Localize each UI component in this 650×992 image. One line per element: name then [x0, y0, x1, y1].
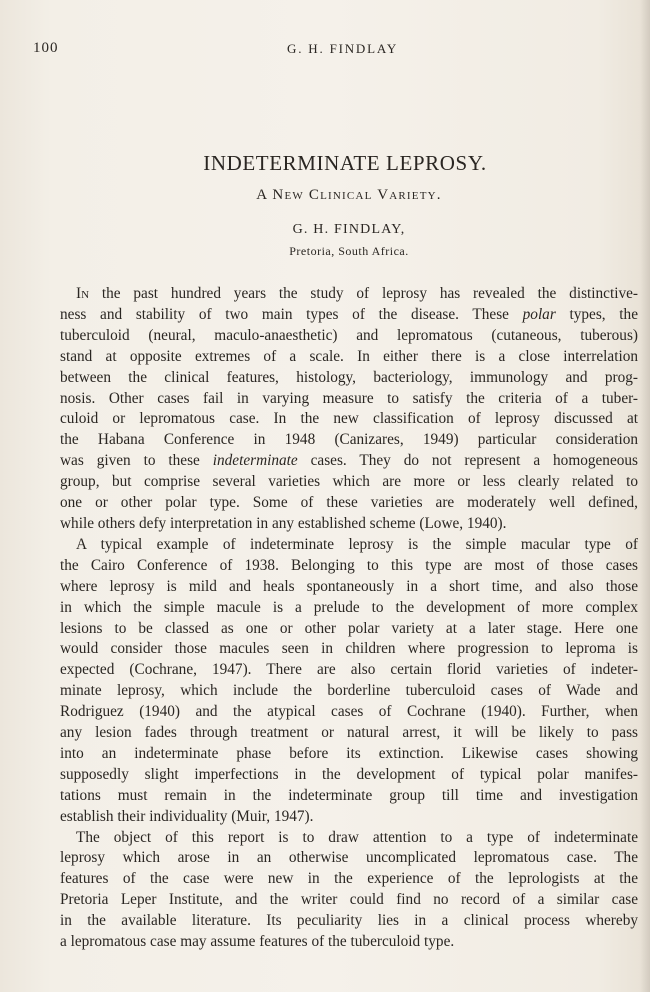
text-segment: ness and stability of two main types of the disease. These — [60, 305, 523, 323]
article-subtitle: A New Clinical Variety. — [256, 187, 442, 203]
text-segment: the past hundred years the study of leprosy has revealed the distinctive- — [89, 285, 638, 302]
text-segment: Rodriguez (1940) and the atypical cases of Cochrane (1940). Further, when — [60, 703, 638, 721]
text-segment: group, but comprise several varieties which are more or less clearly related to — [60, 473, 638, 491]
page-number: 100 — [33, 40, 59, 56]
text-segment: in which the simple macule is a prelude to the development of more complex — [60, 598, 638, 616]
text-segment: tations must remain in the indeterminate group till time and investigation — [60, 786, 638, 804]
text-line — [60, 828, 638, 849]
text-segment: the Habana Conference in 1948 (Canizares, 1949) particular consideration — [60, 431, 638, 449]
text-segment: culoid or lepromatous case. In the new classification of leprosy discussed at — [60, 410, 638, 428]
text-line — [60, 347, 638, 368]
text-line — [60, 660, 638, 681]
text-line — [60, 284, 638, 305]
text-line — [60, 639, 638, 660]
text-line — [60, 409, 638, 430]
text-segment: types, the — [555, 305, 638, 323]
text-line — [60, 932, 638, 953]
text-segment: features of the case were new in the experience of the leprologists at the — [60, 870, 638, 888]
text-segment: where leprosy is mild and heals spontaneously in a short time, and also those — [60, 577, 638, 595]
text-segment: Pretoria Leper Institute, and the writer could find no record of a similar case — [60, 891, 638, 909]
text-line — [60, 911, 638, 932]
text-segment: cases. They do not represent a homogeneous — [297, 452, 638, 470]
text-segment: A typical example of indeterminate leprosy is the simple macular type of — [76, 535, 638, 553]
page-edge-shadow — [640, 0, 650, 992]
text-line — [60, 848, 638, 869]
text-line — [60, 326, 638, 347]
text-line — [60, 389, 638, 410]
article-title: INDETERMINATE LEPROSY. — [203, 151, 487, 175]
text-segment: expected (Cochrane, 1947). There are also certain florid varieties of indeter- — [60, 661, 638, 679]
running-title: G. H. FINDLAY — [287, 41, 399, 56]
text-line — [60, 681, 638, 702]
text-segment: supposedly slight imperfections in the development of typical polar manifes- — [60, 765, 638, 783]
italic-term: indeterminate — [212, 452, 298, 470]
text-segment: the Cairo Conference of 1938. Belonging to this type are most of those cases — [60, 556, 638, 574]
text-segment: leprosy which arose in an otherwise uncomplicated lepromatous case. The — [60, 849, 638, 867]
text-segment: nosis. Other cases fail in varying measure to satisfy the criteria of a tuber- — [60, 389, 638, 407]
text-segment: any lesion fades through treatment or natural arrest, it will be likely to pass — [60, 724, 638, 742]
text-line — [60, 744, 638, 765]
text-line — [60, 535, 638, 556]
text-segment: lesions to be classed as one or other polar variety at a later stage. Here one — [60, 619, 638, 637]
text-line — [60, 619, 638, 640]
text-line — [60, 723, 638, 744]
text-line — [60, 577, 638, 598]
article-body — [60, 284, 638, 953]
text-line — [60, 556, 638, 577]
text-segment: a lepromatous case may assume features of the tuberculoid type. — [60, 933, 455, 951]
text-segment: while others defy interpretation in any established scheme (Lowe, 1940). — [60, 514, 507, 532]
text-segment: In — [76, 285, 90, 302]
text-line — [60, 702, 638, 723]
text-segment: tuberculoid (neural, maculo-anaesthetic) and lepromatous (cutaneous, tuberous) — [60, 326, 638, 344]
text-line — [60, 765, 638, 786]
author-affiliation: Pretoria, South Africa. — [289, 244, 409, 258]
text-segment: was given to these — [60, 452, 213, 470]
text-segment: between the clinical features, histology, bacteriology, immunology and prog- — [60, 368, 638, 386]
italic-term: polar — [522, 305, 556, 323]
text-segment: into an indeterminate phase before its extinction. Likewise cases showing — [60, 744, 638, 762]
text-segment: The object of this report is to draw attention to a type of indeterminate — [76, 828, 638, 846]
text-segment: in the available literature. Its peculiarity lies in a clinical process whereby — [60, 912, 638, 930]
text-segment: stand at opposite extremes of a scale. In either there is a close interrelation — [60, 347, 638, 365]
text-line — [60, 493, 638, 514]
text-segment: minate leprosy, which include the borderline tuberculoid cases of Wade and — [60, 682, 638, 700]
text-line — [60, 305, 638, 326]
text-line — [60, 890, 638, 911]
text-segment: one or other polar type. Some of these varieties are moderately well defined, — [60, 494, 638, 512]
text-line — [60, 451, 638, 472]
text-segment: establish their individuality (Muir, 1947). — [60, 807, 314, 825]
text-line — [60, 786, 638, 807]
text-segment: would consider those macules seen in children where progression to lepromа is — [60, 640, 638, 658]
text-line — [60, 598, 638, 619]
text-line — [60, 472, 638, 493]
running-head — [0, 40, 650, 60]
text-line — [60, 869, 638, 890]
text-line — [60, 430, 638, 451]
text-line — [60, 514, 638, 535]
author-name: G. H. FINDLAY, — [292, 222, 406, 237]
text-line — [60, 368, 638, 389]
text-line — [60, 807, 638, 828]
